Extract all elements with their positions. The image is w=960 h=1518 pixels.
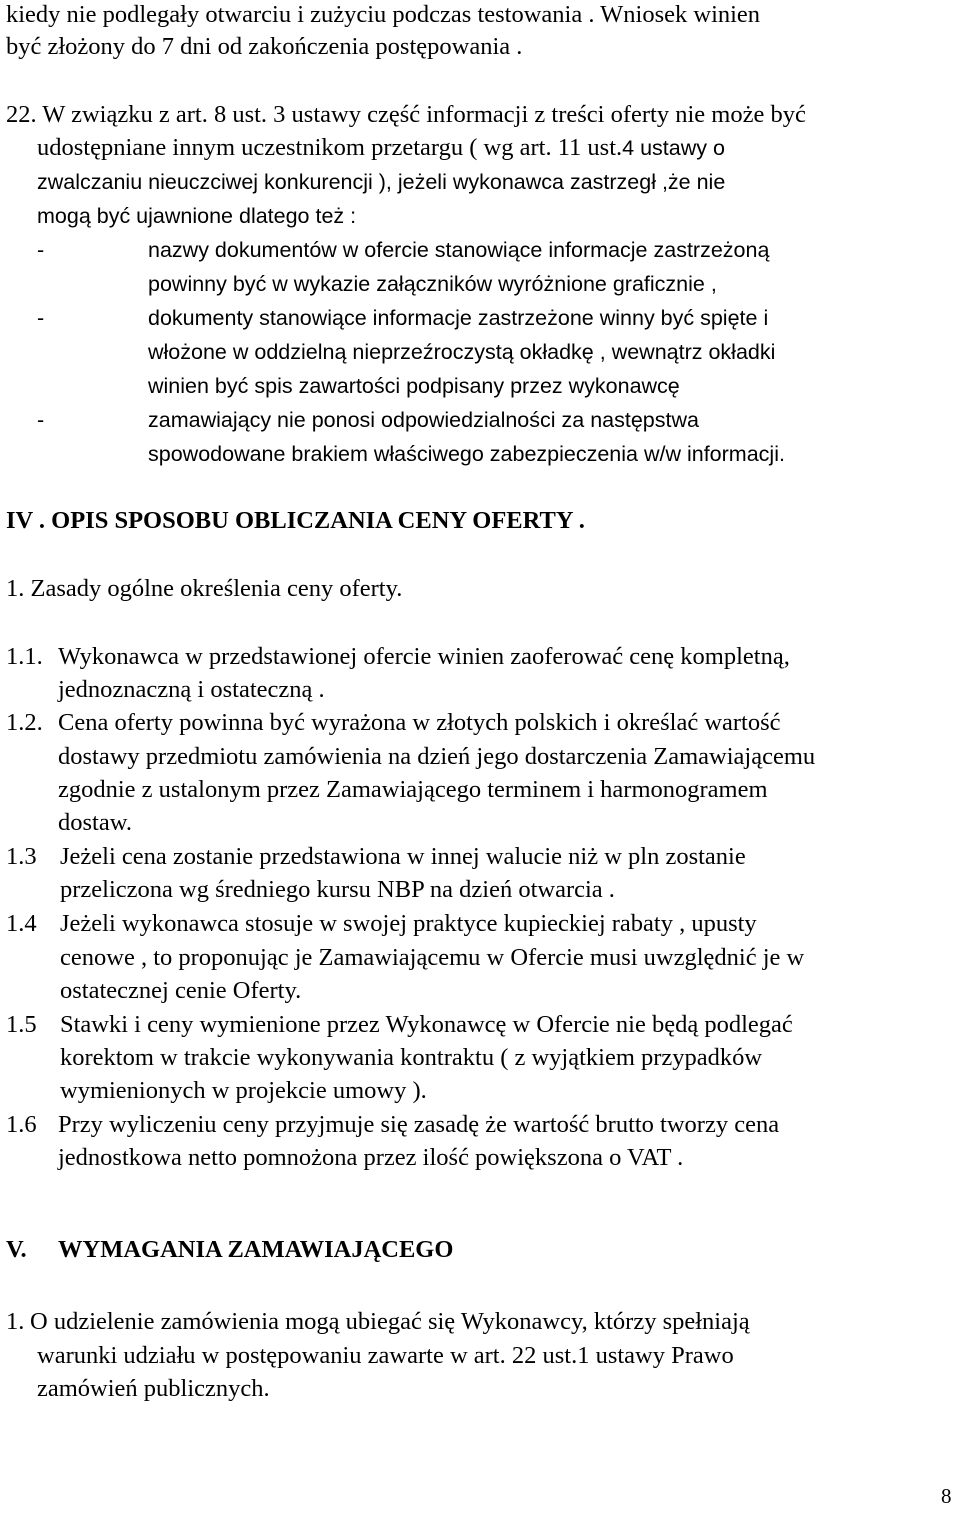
item-1-4-line-2: cenowe , to proponując je Zamawiającemu w Ofercie musi uwzględnić je w (60, 944, 805, 971)
item-1-1-line-1: Wykonawca w przedstawionej ofercie winien zaoferować cenę kompletną, (58, 643, 790, 670)
section-v-item-1-number: 1. (6, 1308, 25, 1335)
item-1-1-line-2: jednoznaczną i ostateczną . (58, 676, 325, 703)
section-v-heading: WYMAGANIA ZAMAWIAJĄCEGO (58, 1236, 454, 1263)
section-v-item-1-line-2: warunki udziału w postępowaniu zawarte w art. 22 ust.1 ustawy Prawo (37, 1342, 734, 1369)
intro-line-1: kiedy nie podlegały otwarciu i zużyciu podczas testowania . Wniosek winien (6, 1, 761, 28)
item-1-3-line-1: Jeżeli cena zostanie przedstawiona w innej walucie niż w pln zostanie (60, 843, 746, 870)
item-1-5-line-1: Stawki i ceny wymienione przez Wykonawcę w Ofercie nie będą podlegać (60, 1011, 793, 1038)
bullet-3-dash: - (37, 408, 45, 432)
item-1-6-line-2: jednostkowa netto pomnożona przez ilość powiększona o VAT . (58, 1144, 684, 1171)
point-22-line-2-sans: 4 ustawy o (622, 136, 725, 160)
point-22-line-3: zwalczaniu nieuczciwej konkurencji ), jeżeli wykonawca zastrzegł ,że nie (37, 170, 726, 194)
point-22-line-2-serif: udostępniane innym uczestnikom przetargu ( wg art. 11 ust. (37, 134, 623, 161)
bullet-1-line-1: nazwy dokumentów w ofercie stanowiące informacje zastrzeżoną (148, 238, 770, 262)
bullet-2-line-1: dokumenty stanowiące informacje zastrzeżone winny być spięte i (148, 306, 769, 330)
page-number: 8 (941, 1484, 952, 1508)
item-1-3-number: 1.3 (6, 843, 37, 870)
point-22-line-4: mogą być ujawnione dlatego też : (37, 204, 357, 228)
item-1-4-line-1: Jeżeli wykonawca stosuje w swojej praktyce kupieckiej rabaty , upusty (60, 910, 757, 937)
section-v-item-1-line-3: zamówień publicznych. (37, 1375, 270, 1402)
item-1-2-line-2: dostawy przedmiotu zamówienia na dzień jego dostarczenia Zamawiającemu (58, 743, 816, 770)
section-v-number: V. (6, 1236, 27, 1263)
item-1-5-line-3: wymienionych w projekcie umowy ). (60, 1077, 427, 1104)
item-1-2-line-3: zgodnie z ustalonym przez Zamawiającego terminem i harmonogramem (58, 776, 768, 803)
item-1-1-number: 1.1. (6, 643, 43, 670)
section-iv-subheading: 1. Zasady ogólne określenia ceny oferty. (6, 575, 403, 602)
item-1-4-number: 1.4 (6, 910, 37, 937)
item-1-5-line-2: korektom w trakcie wykonywania kontraktu ( z wyjątkiem przypadków (60, 1044, 763, 1071)
bullet-1-line-2: powinny być w wykazie załączników wyróżnione graficznie , (148, 272, 717, 296)
item-1-2-line-1: Cena oferty powinna być wyrażona w złotych polskich i określać wartość (58, 709, 781, 736)
bullet-2-dash: - (37, 306, 45, 330)
section-iv-heading: IV . OPIS SPOSOBU OBLICZANIA CENY OFERTY . (6, 507, 585, 534)
bullet-2-line-2: włożone w oddzielną nieprzeźroczystą okładkę , wewnątrz okładki (148, 340, 776, 364)
bullet-1-dash: - (37, 238, 45, 262)
intro-line-2: być złożony do 7 dni od zakończenia postępowania . (6, 33, 523, 60)
item-1-2-number: 1.2. (6, 709, 43, 736)
point-22-line-2 (37, 131, 725, 165)
bullet-2-line-3: winien być spis zawartości podpisany przez wykonawcę (148, 374, 680, 398)
item-1-3-line-2: przeliczona wg średniego kursu NBP na dzień otwarcia . (60, 876, 615, 903)
item-1-4-line-3: ostatecznej cenie Oferty. (60, 977, 302, 1004)
bullet-3-line-2: spowodowane brakiem właściwego zabezpieczenia w/w informacji. (148, 442, 785, 466)
item-1-6-number: 1.6 (6, 1111, 37, 1138)
item-1-2-line-4: dostaw. (58, 809, 132, 836)
item-1-5-number: 1.5 (6, 1011, 37, 1038)
bullet-3-line-1: zamawiający nie ponosi odpowiedzialności za następstwa (148, 408, 699, 432)
section-v-item-1-line-1: O udzielenie zamówienia mogą ubiegać się Wykonawcy, którzy spełniają (30, 1308, 750, 1335)
item-1-6-line-1: Przy wyliczeniu ceny przyjmuje się zasadę że wartość brutto tworzy cena (58, 1111, 780, 1138)
point-22-line-1: 22. W związku z art. 8 ust. 3 ustawy część informacji z treści oferty nie może być (6, 101, 806, 128)
